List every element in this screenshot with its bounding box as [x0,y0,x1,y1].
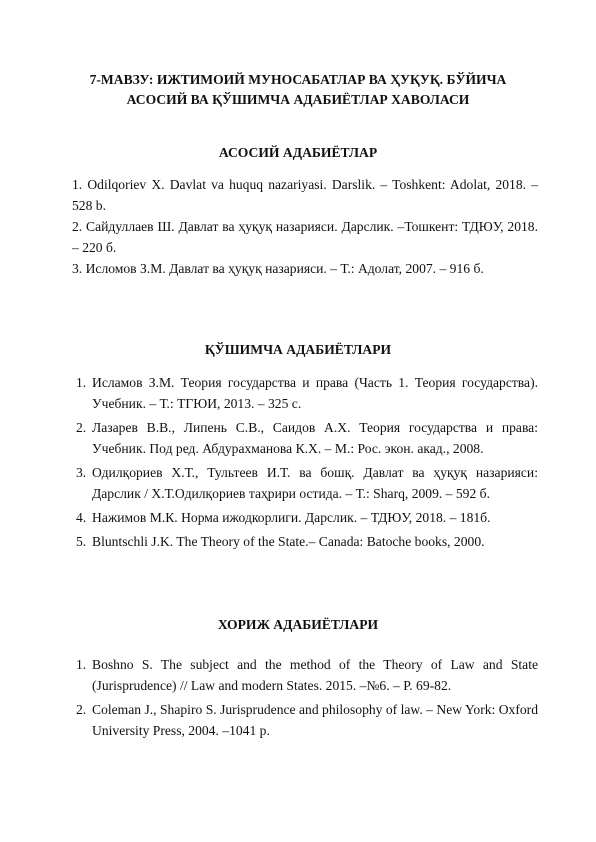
item-number: 3. [76,465,87,480]
item-text: Boshno S. The subject and the method of the Theory of Law and State (Jurisprudence) // Law and modern States. 2015. –№6. – P. 69-82. [92,657,538,693]
extra-literature-heading: ҚЎШИМЧА АДАБИЁТЛАРИ [204,342,392,357]
list-item: 2. Сайдуллаев Ш. Давлат ва ҳуқуқ назарияси. Дарслик. –Тошкент: ТДЮУ, 2018. – 220 б. [72,219,538,255]
list-item: 1. Odilqoriev X. Davlat va huquq nazariyasi. Darslik. – Toshkent: Adolat, 2018. – 528 b. [72,177,538,213]
list-item [72,654,538,696]
item-number: 5. [76,534,87,549]
item-number: 2. [76,702,87,717]
list-item [72,372,538,414]
page-title [60,70,536,110]
page-title-line-1: 7-МАВЗУ: ИЖТИМОИЙ МУНОСАБАТЛАР ВА ҲУҚУҚ. БЎЙИЧА [89,72,507,87]
item-text: Bluntschli J.K. The Theory of the State.– Canada: Batoche books, 2000. [92,534,485,549]
list-item [72,531,538,552]
foreign-literature-heading: ХОРИЖ АДАБИЁТЛАРИ [217,617,379,632]
list-item [72,462,538,504]
list-item [72,507,538,528]
item-text: Coleman J., Shapiro S. Jurisprudence and philosophy of law. – New York: Oxford University Press, 2004. –1041 p. [92,702,538,738]
page-title-line-2: АСОСИЙ ВА ҚЎШИМЧА АДАБИЁТЛАР ХАВОЛАСИ [126,92,470,107]
item-text: Исламов З.М. Теория государства и права (Часть 1. Теория государства). Учебник. – Т.: ТГЮИ, 2013. – 325 с. [92,375,538,411]
foreign-literature-list [72,654,538,744]
item-number: 4. [76,510,87,525]
item-number: 1. [76,657,87,672]
item-text: Одилқориев Х.Т., Тультеев И.Т. ва бошқ. Давлат ва ҳуқуқ назарияси: Дарслик / Х.Т.Одилқориев таҳрири остида. – Т.: Sharq, 2009. – 592 б. [92,465,538,501]
item-text: Лазарев В.В., Липень С.В., Саидов А.Х. Теория государства и права: Учебник. Под ред. Абдурахманова К.Х. – М.: Рос. экон. акад., 2008. [92,420,538,456]
list-item [72,699,538,741]
item-text: Нажимов М.К. Норма ижодкорлиги. Дарслик. – ТДЮУ, 2018. – 181б. [92,510,491,525]
extra-literature-list [72,372,538,555]
main-literature-heading: АСОСИЙ АДАБИЁТЛАР [218,145,378,160]
item-number: 2. [76,420,87,435]
item-number: 1. [76,375,87,390]
list-item: 3. Исломов З.М. Давлат ва ҳуқуқ назарияси. – Т.: Адолат, 2007. – 916 б. [72,261,484,276]
main-literature-list [72,174,538,279]
list-item [72,417,538,459]
